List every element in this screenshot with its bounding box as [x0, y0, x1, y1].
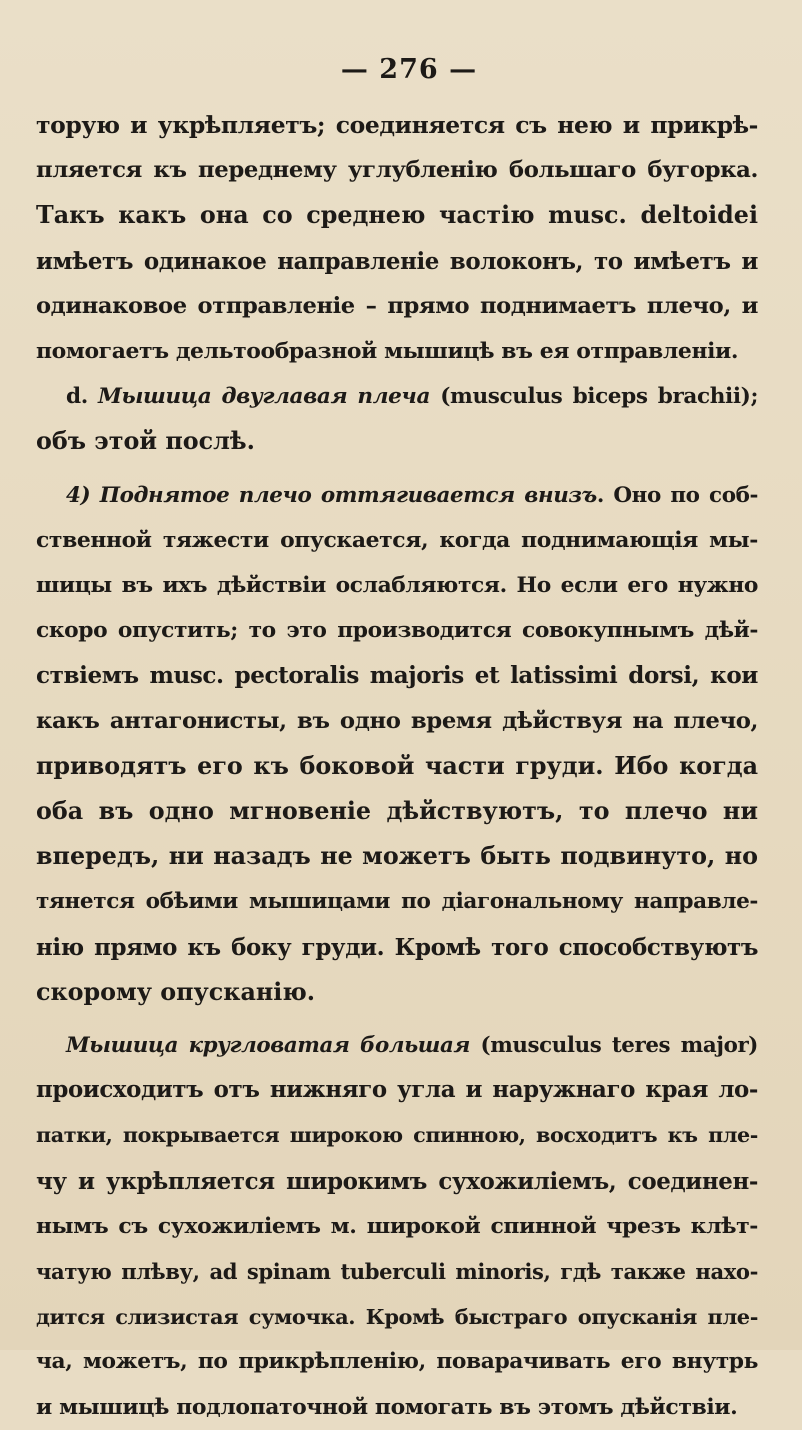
- paragraph-gap: [36, 1015, 758, 1023]
- page-number: — 276 —: [340, 54, 478, 85]
- text-line: скоро опустить; то это производится совокупнымъ дѣй-: [36, 618, 758, 644]
- text-line: [36, 1023, 758, 1068]
- text-line: нію прямо къ боку груди. Кромѣ того способствуютъ: [36, 933, 758, 961]
- italic-heading: Мышица двуглавая плеча: [98, 384, 431, 410]
- text-line: патки, покрывается широкою спинною, восходитъ къ пле-: [36, 1123, 758, 1148]
- text-line: [36, 374, 758, 419]
- text-fragment: (musculus biceps brachii);: [430, 384, 759, 410]
- paragraph-gap: [36, 465, 758, 473]
- text-line: и мышицѣ подлопаточной помогать въ этомъ дѣйствіи.: [36, 1393, 738, 1420]
- text-line: ча, можетъ, по прикрѣпленію, поварачивать его внутрь: [36, 1349, 758, 1375]
- text-line: шицы въ ихъ дѣйствіи ослабляются. Но если его нужно: [36, 573, 758, 599]
- text-line: происходитъ отъ нижняго угла и наружнаго края ло-: [36, 1077, 758, 1104]
- text-line: приводятъ его къ боковой части груди. Ибо когда: [36, 751, 758, 780]
- italic-heading: Мышица кругловатая большая: [66, 1033, 471, 1059]
- text-line: ственной тяжести опускается, когда поднимающія мы-: [36, 526, 758, 553]
- text-line: дится слизистая сумочка. Кромѣ быстраго опусканія пле-: [36, 1304, 758, 1330]
- text-line: нымъ съ сухожиліемъ м. широкой спинной чрезъ клѣт-: [36, 1212, 758, 1239]
- italic-heading: 4) Поднятое плечо оттягивается внизъ: [66, 482, 597, 508]
- text-line: тянется обѣими мышицами по діагональному направле-: [36, 889, 758, 915]
- text-line: оба въ одно мгновеніе дѣйствуютъ, то плечо ни: [36, 797, 758, 826]
- item-marker: d.: [66, 384, 99, 410]
- text-line: пляется къ переднему углубленію большаго бугорка.: [36, 157, 758, 184]
- text-line: скорому опусканію.: [36, 977, 316, 1006]
- text-line: Такъ какъ она со среднею частію musc. deltoidei: [36, 201, 758, 230]
- text-line: помогаетъ дельтообразной мышицѣ въ ея отправленіи.: [36, 338, 739, 365]
- body-text: [36, 103, 758, 1430]
- text-line: чатую плѣву, ad spinam tuberculi minoris, гдѣ также нахо-: [36, 1259, 758, 1285]
- text-line: имѣетъ одинакое направленіе волоконъ, то имѣетъ и: [36, 247, 758, 275]
- text-line: какъ антагонисты, въ одно время дѣйствуя на плечо,: [36, 707, 758, 734]
- text-line: чу и укрѣпляется широкимъ сухожиліемъ, соединен-: [36, 1167, 758, 1195]
- text-fragment: (musculus teres major): [470, 1033, 759, 1059]
- text-line: [36, 473, 758, 518]
- text-fragment: . Оно по соб-: [596, 482, 758, 508]
- text-line: впередъ, ни назадъ не можетъ быть подвинуто, но: [36, 842, 758, 871]
- text-line: торую и укрѣпляетъ; соединяется съ нею и прикрѣ-: [36, 111, 758, 139]
- text-line: одинаковое отправленіе – прямо поднимаетъ плечо, и: [36, 292, 758, 319]
- text-line: ствіемъ musc. pectoralis majoris et latissimi dorsi, кои: [36, 662, 758, 690]
- text-line: объ этой послѣ.: [36, 427, 255, 456]
